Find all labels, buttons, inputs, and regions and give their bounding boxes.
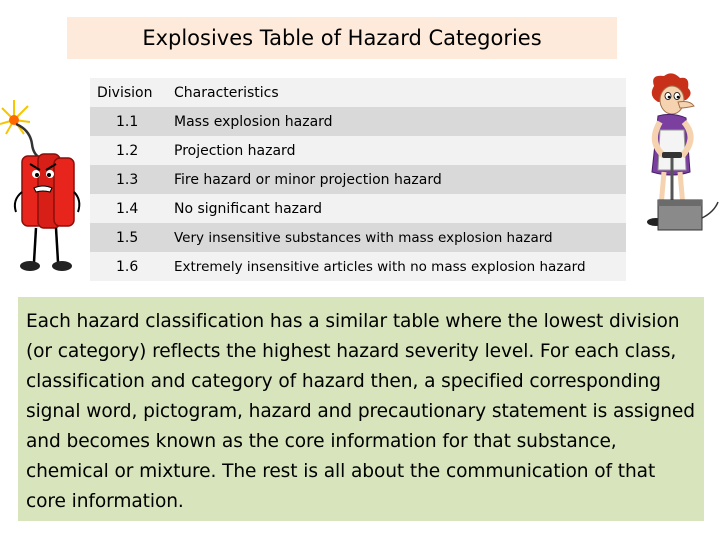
dynamite-cartoon-icon bbox=[0, 96, 84, 286]
table-row bbox=[90, 136, 626, 165]
table-header-row bbox=[90, 78, 626, 107]
slide-title: Explosives Table of Hazard Categories bbox=[67, 17, 617, 59]
table-row bbox=[90, 194, 626, 223]
division-cell: 1.5 bbox=[90, 223, 172, 252]
characteristics-cell: Very insensitive substances with mass explosion hazard bbox=[172, 223, 626, 252]
characteristics-cell: Projection hazard bbox=[172, 136, 626, 165]
characteristics-cell: Extremely insensitive articles with no mass explosion hazard bbox=[172, 252, 626, 281]
table-row bbox=[90, 165, 626, 194]
characteristics-cell: Fire hazard or minor projection hazard bbox=[172, 165, 626, 194]
column-header-characteristics: Characteristics bbox=[172, 78, 626, 107]
table-row bbox=[90, 107, 626, 136]
division-cell: 1.4 bbox=[90, 194, 172, 223]
column-header-division: Division bbox=[90, 78, 172, 107]
table-row bbox=[90, 223, 626, 252]
division-cell: 1.2 bbox=[90, 136, 172, 165]
characteristics-cell: No significant hazard bbox=[172, 194, 626, 223]
summary-text-box: Each hazard classification has a similar table where the lowest division (or category) reflects the highest hazard severity level. For each class, classification and category of hazard then, a specified corresponding signal word, pictogram, hazard and precautionary statement is assigned and becomes known as the core information for that substance, chemical or mixture. The rest is all about the communication of that core information. bbox=[18, 297, 704, 521]
division-cell: 1.6 bbox=[90, 252, 172, 281]
woman-plunger-detonator-icon bbox=[628, 72, 720, 240]
division-cell: 1.1 bbox=[90, 107, 172, 136]
division-cell: 1.3 bbox=[90, 165, 172, 194]
hazard-categories-table bbox=[90, 78, 626, 281]
table-row bbox=[90, 252, 626, 281]
characteristics-cell: Mass explosion hazard bbox=[172, 107, 626, 136]
